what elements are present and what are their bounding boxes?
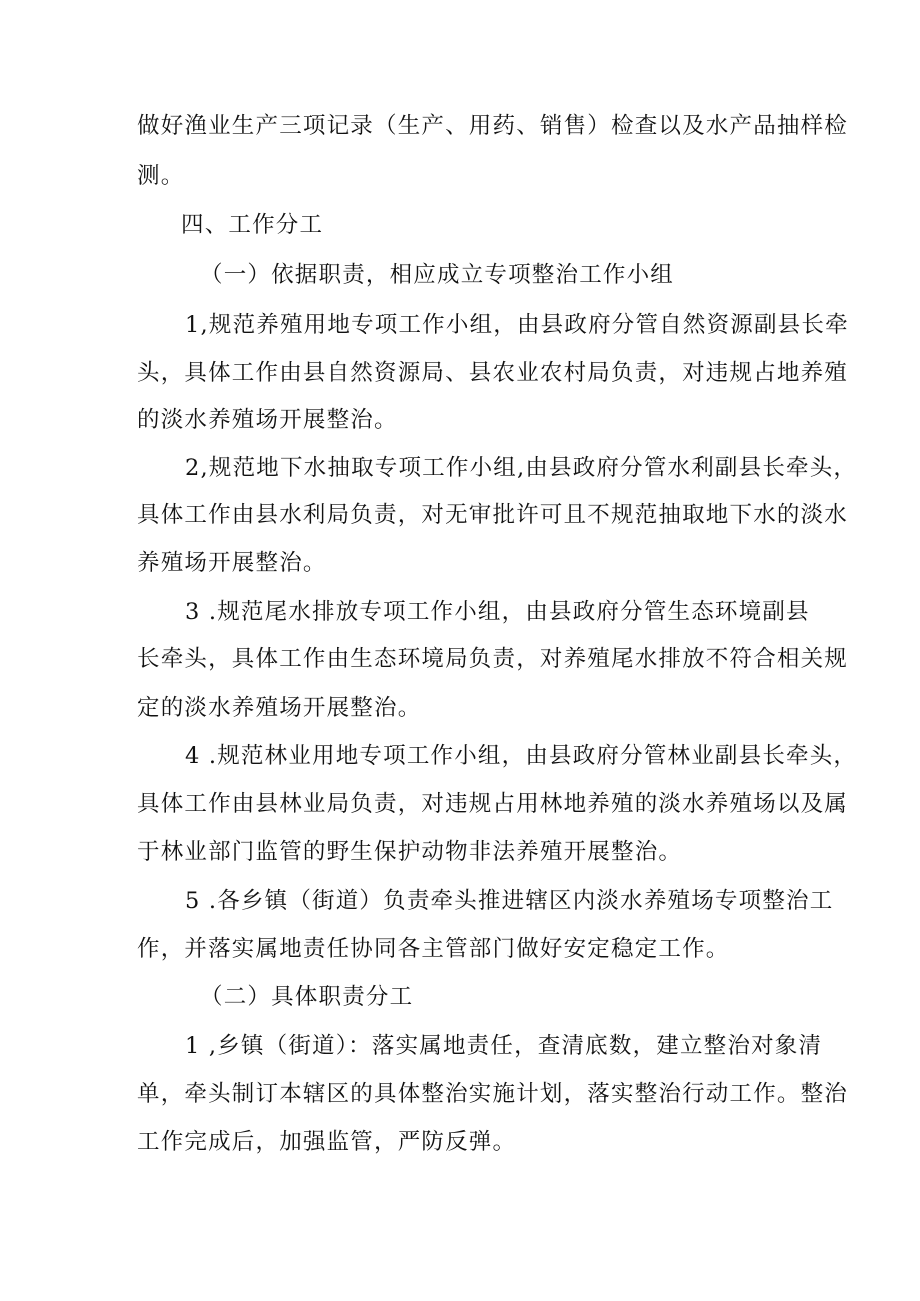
list-item-start: 1 ,乡镇（街道）：落实属地责任，查清底数，建立整治对象清: [185, 1033, 823, 1059]
list-item-start: 4 .规范林业用地专项工作小组，由县政府分管林业副县长牵头，: [185, 743, 858, 769]
list-item-start: 2,规范地下水抽取专项工作小组,由县政府分管水利副县长牵头，: [185, 455, 858, 481]
list-item-start: 3 .规范尾水排放专项工作小组，由县政府分管生态环境副县: [185, 599, 810, 625]
list-item-start: 5 .各乡镇（街道）负责牵头推进辖区内淡水养殖场专项整治工: [185, 888, 834, 914]
body-text-line: 作，并落实属地责任协同各主管部门做好安定稳定工作。: [137, 936, 730, 962]
body-text-line: 测。: [137, 163, 185, 189]
body-text-line: 的淡水养殖场开展整治。: [137, 407, 398, 433]
body-text-line: 具体工作由县林业局负责，对违规占用林地养殖的淡水养殖场以及属: [137, 791, 849, 817]
body-text-line: 养殖场开展整治。: [137, 550, 327, 576]
section-heading: 四、工作分工: [181, 212, 324, 238]
subsection-heading: （二）具体职责分工: [200, 984, 414, 1010]
list-item-start: 1,规范养殖用地专项工作小组，由县政府分管自然资源副县长牵: [185, 312, 849, 338]
body-text-line: 头，具体工作由县自然资源局、县农业农村局负责，对违规占地养殖: [137, 360, 849, 386]
body-text-line: 单，牵头制订本辖区的具体整治实施计划，落实整治行动工作。整治: [137, 1081, 849, 1107]
body-text-line: 具体工作由县水利局负责，对无审批许可且不规范抽取地下水的淡水: [137, 502, 849, 528]
subsection-heading: （一）依据职责，相应成立专项整治工作小组: [200, 262, 675, 288]
body-text-line: 于林业部门监管的野生保护动物非法养殖开展整治。: [137, 839, 683, 865]
body-text-line: 工作完成后，加强监管，严防反弹。: [137, 1129, 517, 1155]
body-text-line: 定的淡水养殖场开展整治。: [137, 695, 422, 721]
body-text-line: 做好渔业生产三项记录（生产、用药、销售）检查以及水产品抽样检: [137, 113, 849, 139]
body-text-line: 长牵头，具体工作由生态环境局负责，对养殖尾水排放不符合相关规: [137, 646, 849, 672]
